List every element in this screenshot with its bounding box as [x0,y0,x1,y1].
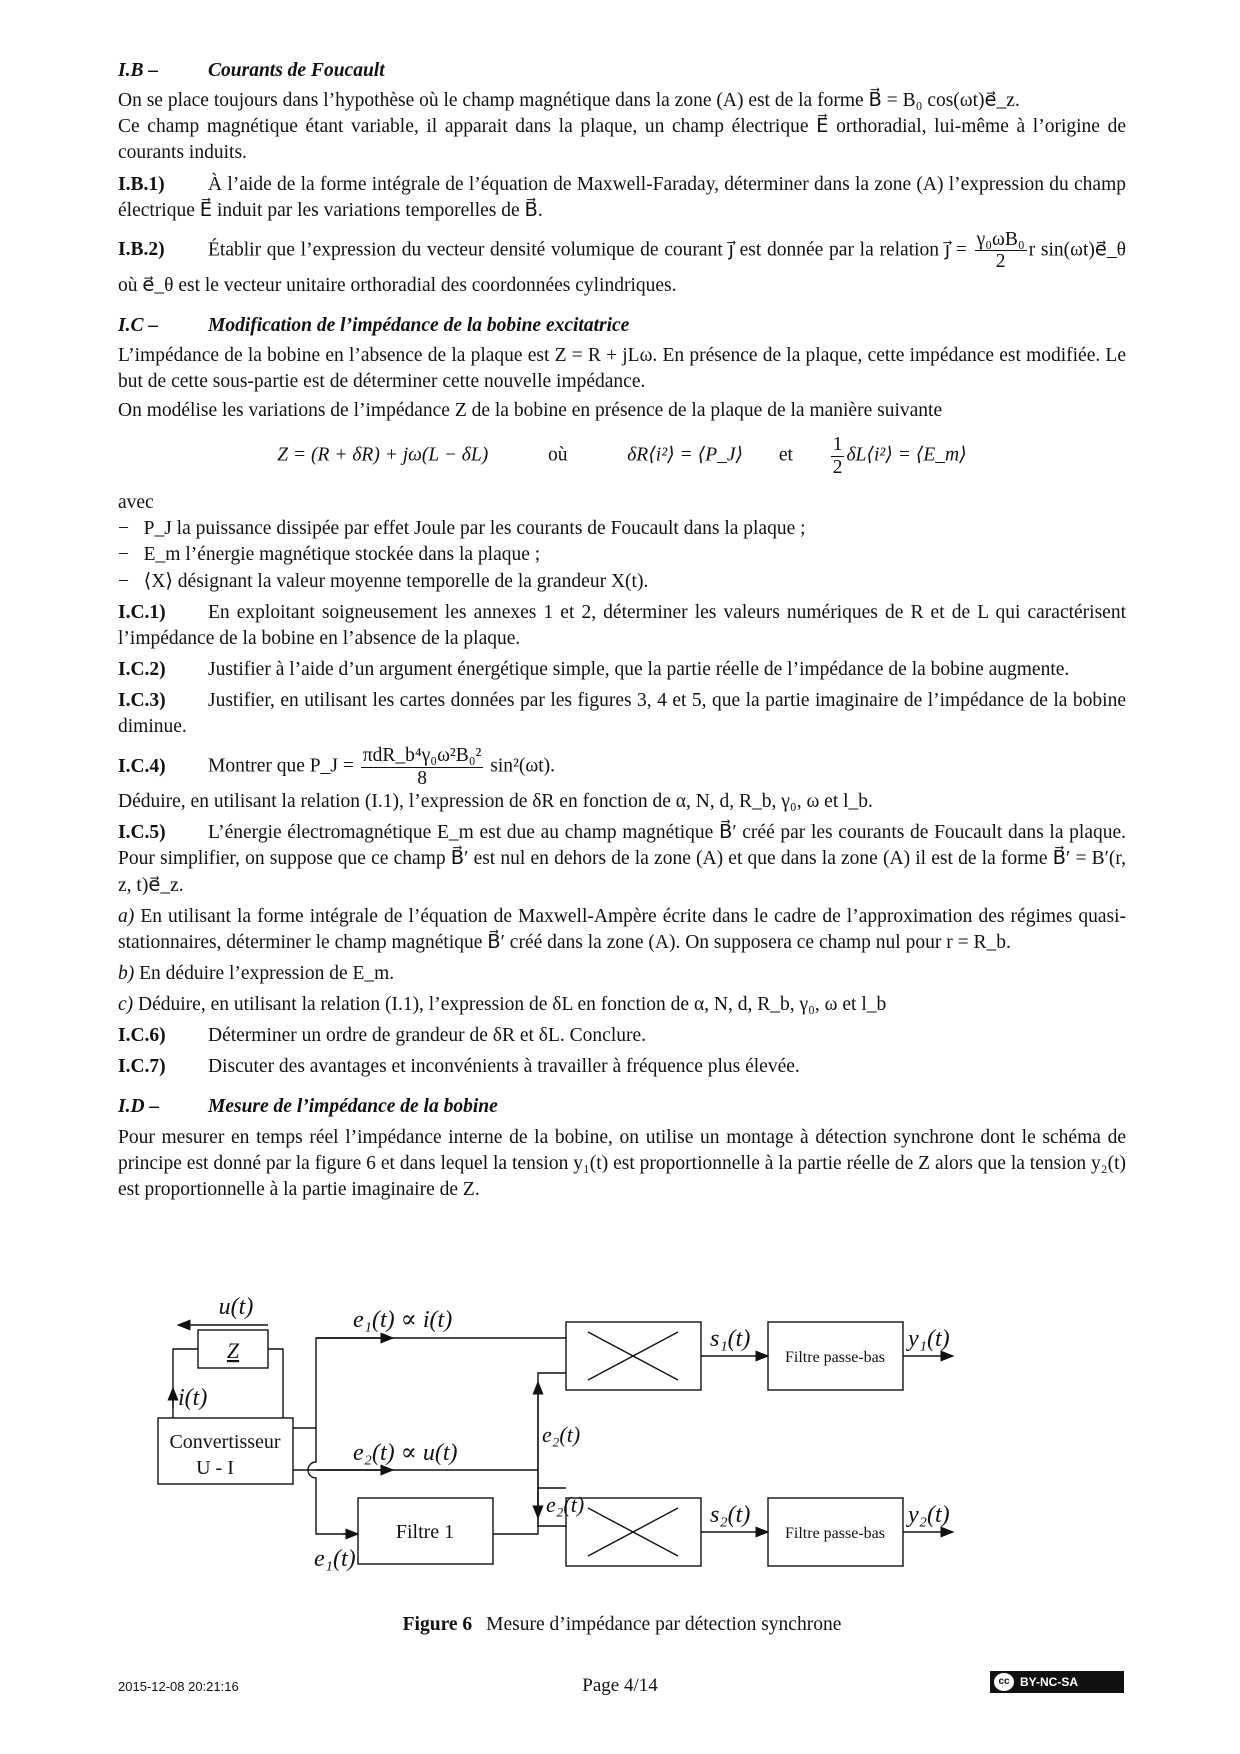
s2-label: s₂(t) [710,1502,751,1528]
z-label: Z [226,1338,240,1363]
question-IC1: I.C.1) En exploitant soigneusement les annexes 1 et 2, déterminer les valeurs numériques de R et de L qui caractérisent l’impédance de la bobine en l’absence de la plaque. [118,601,1126,649]
footer-timestamp: 2015-12-08 20:21:16 [118,1679,239,1694]
e1-prop-label: e₁(t) ∝ i(t) [353,1307,453,1333]
caption-number: Figure 6 [402,1614,473,1635]
section-number: I.C – [118,314,159,336]
section-title: Modification de l’impédance de la bobine excitatrice [208,314,630,336]
question-IC5a: a) En utilisant la forme intégrale de l’équation de Maxwell-Ampère écrite dans le cadre de l’approximation des régimes quasi-stationnaires, déterminer le champ magnétique B⃗′ créé dans la zone (A). On supposera ce champ nul pour r = R_b. [118,905,1127,953]
question-IC3: I.C.3) Justifier, en utilisant les cartes données par les figures 3, 4 et 5, que la partie imaginaire de l’impédance de la bobine diminue. [118,690,1126,738]
equation-impedance: Z = (R + δR) + jω(L − δL) où δR⟨i²⟩ = ⟨P_J⟩ et $\frac{1}{2}$ δL⟨i²⟩ = ⟨E_m⟩ [277,434,967,478]
question-IC5c: c) Déduire, en utilisant la relation (I.1), l’expression de δL en fonction de α, N, d, R_b, γ₀, ω et l_b [118,994,887,1015]
question-label: I.B.1) [118,173,165,195]
paragraph: Ce champ magnétique étant variable, il apparait dans la plaque, un champ électrique E⃗ orthoradial, lui-même à l’origine de courants induits. [118,116,1126,164]
figure-6-diagram [118,1270,1126,1610]
converter-label-1: Convertisseur [169,1431,281,1453]
paragraph: On modélise les variations de l’impédance Z de la bobine en présence de la plaque de la manière suivante [118,400,943,422]
caption-text: Mesure d’impédance par détection synchrone [486,1614,842,1635]
paragraph: L’impédance de la bobine en l’absence de la plaque est Z = R + jLω. En présence de la plaque, cette impédance est modifiée. Le but de cette sous-partie est de déterminer cette nouvelle impédance. [118,344,1126,392]
paragraph: avec [118,492,154,514]
license-label: BY-NC-SA [1020,1674,1079,1689]
question-IC5: I.C.5) L’énergie électromagnétique E_m est due au champ magnétique B⃗′ créé par les courants de Foucault dans la plaque. Pour simplifier, on suppose que ce champ B⃗′ est nul en dehors de la zone (A) et que dans la zone (A) il est de la forme B⃗′ = B′(r, z, t)e⃗_z. [118,822,1126,896]
section-heading-IC [118,313,1126,339]
footer-page-number: Page 4/14 [582,1675,658,1696]
question-IB2 [118,229,1126,299]
e2-prop-label: e₂(t) ∝ u(t) [353,1440,458,1466]
list-item: − P_J la puissance dissipée par effet Joule par les courants de Foucault dans la plaque ; [118,518,806,540]
section-heading-IB [118,58,1126,84]
paragraph: Déduire, en utilisant la relation (I.1), l’expression de δR en fonction de α, N, d, R_b, γ₀, ω et l_b. [118,791,873,813]
converter-label-2: U - I [196,1457,234,1479]
paragraph: On se place toujours dans l’hypothèse où le champ magnétique dans la zone (A) est de la forme B⃗ = B₀ cos(ωt)e⃗_z. [118,90,1020,112]
question-text: À l’aide de la forme intégrale de l’équation de Maxwell-Faraday, déterminer dans la zone (A) l’expression du champ électrique E⃗ induit par les variations temporelles de B⃗. [118,173,1126,221]
cc-license-badge [990,1671,1124,1693]
page-body [118,58,1126,1203]
e2-down-label: e₂(t) [546,1492,585,1517]
cc-icon: cc [994,1673,1014,1691]
u-label: u(t) [218,1294,254,1320]
question-IC6: I.C.6) Déterminer un ordre de grandeur de δR et δL. Conclure. [118,1025,647,1047]
y1-label: y₁(t) [908,1326,950,1352]
question-IC7: I.C.7) Discuter des avantages et inconvénients à travailler à fréquence plus élevée. [118,1056,800,1078]
question-IB1 [118,172,1126,224]
i-label: i(t) [178,1385,208,1411]
s1-label: s₁(t) [710,1326,751,1352]
section-heading-ID: I.D – Mesure de l’impédance de la bobine [118,1096,498,1118]
section-number: I.B – [118,60,159,81]
y2-label: y₂(t) [908,1502,950,1528]
filter-1-label: Filtre 1 [395,1521,455,1543]
question-IC2: I.C.2) Justifier à l’aide d’un argument énergétique simple, que la partie réelle de l’impédance de la bobine augmente. [118,658,1070,680]
e2-up-label: e₂(t) [542,1422,581,1447]
lowpass-filter-2-label: Filtre passe-bas [785,1525,885,1542]
list-item: − E_m l’énergie magnétique stockée dans la plaque ; [118,544,541,566]
figure-caption [118,1612,1126,1638]
question-label: I.B.2) [118,239,165,261]
question-IC4: I.C.4) Montrer que P_J = $\frac{\text{πdR\_b⁴γ₀ω²B₀²}}{8}$ sin²(ωt). [118,745,555,789]
fraction: $\frac{\text{γ₀ωB₀}}{2}$ [976,228,1025,273]
section-title: Courants de Foucault [208,60,385,81]
list-item: − ⟨X⟩ désignant la valeur moyenne temporelle de la grandeur X(t). [118,570,649,592]
lowpass-filter-1-label: Filtre passe-bas [785,1349,885,1366]
e1-low-label: e₁(t) [314,1546,356,1572]
question-IC5b: b) En déduire l’expression de E_m. [118,962,395,984]
question-text: Établir que l’expression du vecteur densité volumique de courant j⃗ est donnée par la relation j⃗ = [208,239,967,261]
fraction: $\frac{\text{πdR\_b⁴γ₀ω²B₀²}}{8}$ [362,745,482,789]
question-text: r sin(ωt)e⃗_θ où e⃗_θ est le vecteur unitaire orthoradial des coordonnées cylindriques. [118,239,1127,296]
paragraph: Pour mesurer en temps réel l’impédance interne de la bobine, on utilise un montage à détection synchrone dont le schéma de principe est donné par la figure 6 et dans lequel la tension y₁(t) est proportionnelle à la partie réelle de Z alors que la tension y₂(t) est proportionnelle à la partie imaginaire de Z. [118,1126,1126,1200]
